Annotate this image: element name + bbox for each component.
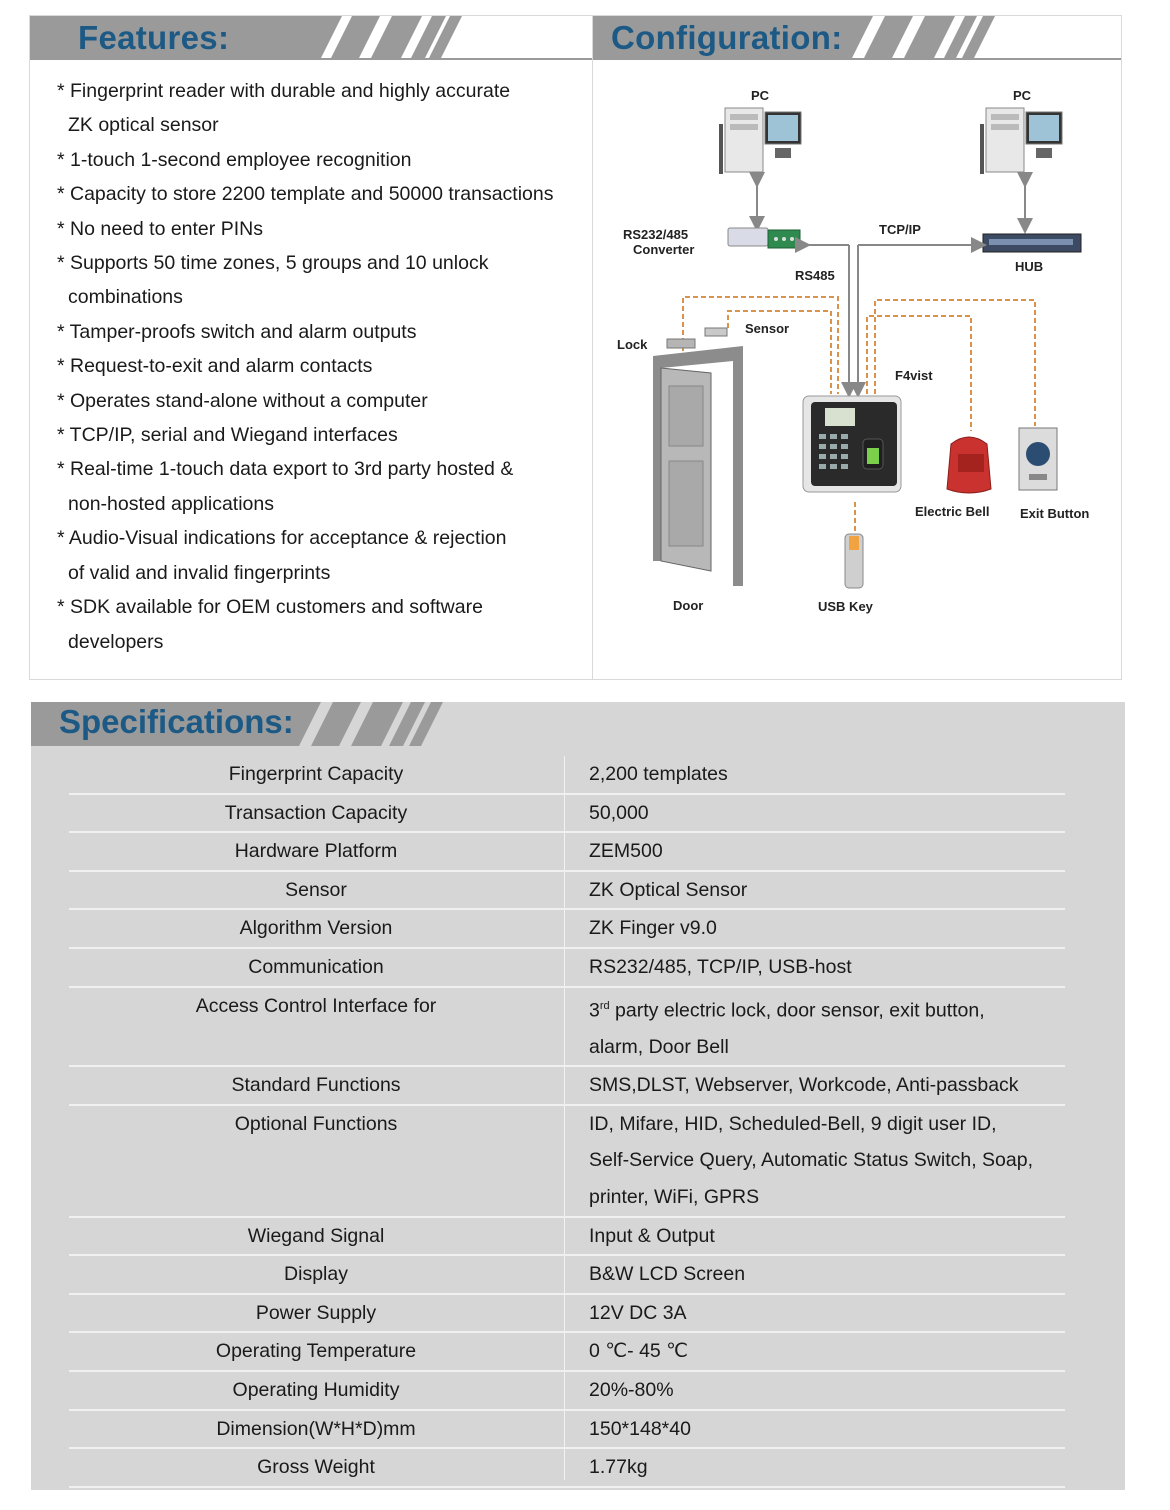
spec-value (563, 910, 1065, 947)
spec-value-line: 0 ℃- 45 ℃ (589, 1340, 689, 1363)
feature-item (57, 315, 577, 349)
spec-row (69, 1411, 1065, 1450)
features-panel (29, 15, 593, 680)
spec-row (69, 988, 1065, 1068)
spec-value-line: RS232/485, TCP/IP, USB-host (589, 955, 852, 978)
spec-label: Operating Humidity (232, 1379, 400, 1401)
feature-item (57, 143, 577, 177)
pc-right-label: PC (1013, 88, 1032, 103)
spec-value-line: alarm, Door Bell (589, 1035, 729, 1058)
spec-value-text: party electric lock, door sensor, exit button, (609, 999, 985, 1022)
hub-icon (983, 234, 1081, 252)
spec-value (563, 1218, 1065, 1255)
spec-value (563, 872, 1065, 909)
feature-item (57, 452, 577, 521)
converter-label-2: Converter (633, 242, 695, 257)
feature-item (57, 246, 577, 315)
spec-label: Transaction Capacity (224, 801, 408, 824)
feature-text: * Capacity to store 2200 template and 50000 transactions (57, 183, 554, 206)
spec-value-line: 2,200 templates (589, 763, 728, 785)
feature-text: * No need to enter PINs (57, 217, 263, 240)
feature-text: * SDK available for OEM customers and software (57, 596, 483, 619)
sensor-icon (705, 328, 727, 336)
pc-left-icon (719, 108, 801, 174)
spec-row (69, 1218, 1065, 1257)
feature-text: * 1-touch 1-second employee recognition (57, 148, 412, 171)
spec-value (563, 1256, 1065, 1293)
door-label: Door (673, 598, 704, 613)
spec-label: Gross Weight (257, 1456, 375, 1479)
spec-value-line: B&W LCD Screen (589, 1263, 746, 1286)
spec-row (69, 833, 1065, 872)
spec-label: Standard Functions (231, 1074, 401, 1097)
specifications-header (31, 702, 531, 746)
feature-item (57, 384, 577, 418)
specifications-panel (31, 702, 1125, 1490)
spec-row (69, 1106, 1065, 1218)
spec-row (69, 1449, 1065, 1488)
spec-value (563, 1106, 1065, 1216)
spec-value (563, 988, 1065, 1066)
features-title: Features: (78, 19, 230, 56)
spec-row (69, 795, 1065, 834)
usb-key-icon (845, 534, 863, 588)
rs485-label: RS485 (795, 268, 835, 283)
f4vist-label: F4vist (895, 368, 933, 383)
spec-label: Hardware Platform (234, 840, 398, 863)
spec-value-line: 150*148*40 (589, 1417, 691, 1440)
spec-value-line: printer, WiFi, GPRS (589, 1186, 760, 1209)
spec-value-line: ZEM500 (589, 840, 663, 863)
spec-label: Algorithm Version (239, 917, 393, 940)
feature-text: * Real-time 1-touch data export to 3rd party hosted & (57, 458, 514, 481)
feature-text: * Supports 50 time zones, 5 groups and 10 unlock (57, 252, 489, 275)
spec-label: Display (284, 1263, 348, 1286)
hub-label: HUB (1015, 259, 1044, 274)
spec-value-line: SMS,DLST, Webserver, Workcode, Anti-passback (589, 1074, 1019, 1097)
spec-label: Dimension(W*H*D)mm (216, 1417, 416, 1440)
spec-value-line: 50,000 (589, 801, 649, 824)
spec-value-line: 12V DC 3A (589, 1301, 687, 1324)
configuration-title: Configuration: (611, 19, 843, 56)
feature-item (57, 521, 577, 590)
features-header (30, 16, 592, 60)
spec-label: Wiegand Signal (247, 1224, 385, 1247)
spec-value (563, 1411, 1065, 1448)
feature-item (57, 74, 577, 143)
spec-value (563, 1067, 1065, 1104)
pc-right-icon (980, 108, 1062, 174)
spec-row (69, 1295, 1065, 1334)
feature-text-continued: of valid and invalid fingerprints (68, 561, 331, 584)
feature-text-continued: ZK optical sensor (68, 114, 219, 137)
spec-row (69, 756, 1065, 795)
usb-key-label: USB Key (818, 599, 873, 614)
spec-label: Access Control Interface for (195, 994, 437, 1017)
lock-label: Lock (617, 337, 648, 352)
exit-button-label: Exit Button (1020, 506, 1090, 521)
feature-item (57, 418, 577, 452)
configuration-diagram (593, 16, 1121, 679)
spec-row (69, 872, 1065, 911)
specifications-title: Specifications: (59, 703, 294, 740)
spec-label: Operating Temperature (215, 1340, 417, 1363)
converter-icon (728, 228, 800, 248)
converter-label: RS232/485 (623, 227, 689, 242)
spec-label: Power Supply (255, 1301, 377, 1324)
spec-table (69, 756, 1065, 1488)
spec-row (69, 910, 1065, 949)
feature-text-continued: non-hosted applications (68, 492, 274, 515)
spec-value-line: ZK Optical Sensor (589, 878, 748, 901)
spec-label: Communication (248, 955, 384, 978)
spec-value-prefix: 3 (589, 999, 600, 1022)
spec-value-line: 20%-80% (589, 1379, 674, 1401)
feature-text: * Fingerprint reader with durable and highly accurate (57, 80, 511, 102)
door-icon (653, 346, 743, 586)
feature-text-continued: developers (68, 630, 164, 653)
feature-text: * TCP/IP, serial and Wiegand interfaces (57, 424, 398, 447)
spec-value (563, 949, 1065, 986)
pc-left-label: PC (751, 88, 770, 103)
sensor-label: Sensor (745, 321, 790, 336)
configuration-panel (592, 15, 1122, 680)
feature-text: * Request-to-exit and alarm contacts (57, 355, 373, 378)
spec-value-line: 1.77kg (589, 1456, 648, 1479)
spec-value (563, 833, 1065, 870)
spec-row (69, 1333, 1065, 1372)
f4vist-device-icon (803, 396, 901, 492)
feature-item (57, 212, 577, 246)
spec-value-superscript: rd (599, 999, 610, 1012)
electric-bell-label: Electric Bell (915, 504, 990, 519)
feature-list (57, 74, 577, 659)
spec-row (69, 1372, 1065, 1411)
spec-value (563, 1333, 1065, 1370)
spec-row (69, 1067, 1065, 1106)
spec-label: Optional Functions (234, 1112, 398, 1135)
spec-value-line: ZK Finger v9.0 (589, 917, 717, 940)
feature-text: * Operates stand-alone without a computer (57, 389, 428, 412)
spec-value-line: Input & Output (589, 1224, 715, 1247)
spec-row (69, 949, 1065, 988)
spec-value-line: Self-Service Query, Automatic Status Switch, Soap, (589, 1149, 1033, 1172)
feature-text: * Tamper-proofs switch and alarm outputs (57, 320, 417, 343)
lock-icon (667, 339, 695, 348)
spec-value-line (589, 988, 1065, 1029)
feature-item (57, 590, 577, 659)
spec-value (563, 1372, 1065, 1409)
spec-value (563, 795, 1065, 832)
feature-text: * Audio-Visual indications for acceptance & rejection (57, 527, 507, 550)
spec-value (563, 1295, 1065, 1332)
exit-button-icon (1019, 428, 1057, 490)
spec-label: Sensor (285, 878, 347, 901)
spec-row (69, 1256, 1065, 1295)
feature-item (57, 349, 577, 383)
spec-value-line: ID, Mifare, HID, Scheduled-Bell, 9 digit user ID, (589, 1112, 997, 1135)
spec-label: Fingerprint Capacity (228, 763, 404, 785)
feature-text-continued: combinations (68, 286, 183, 309)
spec-value (563, 756, 1065, 793)
electric-bell-icon (947, 437, 991, 493)
spec-value (563, 1449, 1065, 1486)
tcpip-label: TCP/IP (879, 222, 921, 237)
feature-item (57, 177, 577, 211)
